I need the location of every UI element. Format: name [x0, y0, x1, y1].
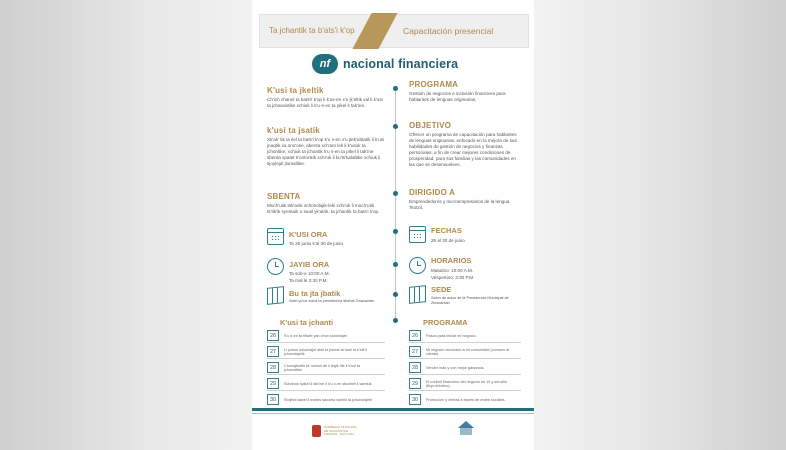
timeline-dot: [393, 292, 398, 297]
agenda-divider: [409, 390, 521, 391]
timeline-dot: [393, 262, 398, 267]
nafin-logo-mark: nf: [312, 54, 338, 74]
sede-text: Salón de actos de la Presidencia Municipal de Zinacantán: [431, 296, 509, 305]
bu-ta-jta-title: Bu ta jta jbatik: [289, 289, 341, 298]
sede-title: SEDE: [431, 285, 452, 294]
timeline-divider: [395, 86, 396, 318]
timeline-dot: [393, 229, 398, 234]
section-title: SBENTA: [267, 192, 301, 201]
agenda-day: 28: [409, 362, 421, 373]
agenda-day: 26: [267, 330, 279, 341]
section-title: PROGRAMA: [409, 80, 459, 89]
agenda-divider: [267, 342, 385, 343]
footer-bar: [252, 408, 534, 411]
agenda-divider: [267, 374, 385, 375]
municipal-seal-icon: [312, 425, 321, 437]
section-text: Emprendedores y microempresarios de la lengua Tsotzil.: [409, 199, 510, 210]
partner-logo-roof: [458, 421, 474, 428]
header-spanish-label: Capacitación presencial: [403, 26, 494, 36]
fechas-title: FECHAS: [431, 226, 462, 235]
horarios-title: HORARIOS: [431, 256, 472, 265]
timeline-dot: [393, 86, 398, 91]
right-agenda-title: PROGRAMA: [423, 318, 468, 327]
partner-logo-base: [460, 428, 472, 435]
agenda-text: Vender más y con mejor ganancia.: [426, 365, 485, 370]
agenda-text: El control financiero del negocio en 10 y sencillo (flujo efectivo).: [426, 379, 508, 388]
agenda-text: Promoción y ventas a través de redes sociales.: [426, 397, 506, 402]
blurred-backdrop-right: [534, 0, 786, 450]
section-programa: [409, 80, 521, 103]
timeline-dot: [393, 191, 398, 196]
jayib-ora-line2: Ta mal le 3:30 P.M.: [289, 278, 328, 283]
left-agenda-item: [267, 345, 379, 358]
right-agenda-item: [409, 329, 477, 342]
clock-icon: [267, 258, 284, 275]
horarios-line2: Vespertino: 3:30 P.M.: [431, 275, 475, 280]
agenda-divider: [409, 374, 521, 375]
clock-icon: [409, 257, 426, 274]
agenda-day: 29: [267, 378, 279, 389]
right-agenda-item: [409, 345, 516, 358]
section-kusi-ta-jkeltik: [267, 86, 385, 109]
agenda-divider: [409, 358, 521, 359]
agenda-day: 30: [267, 394, 279, 405]
agenda-day: 26: [409, 330, 421, 341]
calendar-icon: [267, 228, 284, 245]
agenda-text: K'u x-en ta tiliwel yan chon kolomiajel: [284, 333, 347, 338]
partner-logo-icon: [457, 420, 475, 438]
agenda-day: 30: [409, 394, 421, 405]
right-agenda-item: [409, 393, 521, 406]
agenda-text: Chonajbuttik ta' schiuk de li leqik tile li k'usi ta jchonoltike: [284, 363, 361, 372]
agenda-divider: [267, 390, 385, 391]
section-text: Gestión de negocios e inclusión financiera para hablantes de lenguas originarias.: [409, 91, 506, 102]
left-agenda-item: [267, 329, 347, 342]
map-icon: [409, 285, 426, 304]
calendar-icon: [409, 226, 426, 243]
left-agenda-title: K'usi ta jchanti: [280, 318, 334, 327]
agenda-divider: [267, 358, 385, 359]
right-agenda-item: [409, 361, 484, 374]
section-title: OBJETIVO: [409, 121, 452, 130]
jayib-ora-line1: Ta sob-e 10:00 A.M.: [289, 271, 330, 276]
left-agenda-item: [267, 393, 384, 406]
section-text: Ofrecer un programa de capacitación para hablantes de lenguas originarias, enfocado en la mejora de sus habilidades de gestión de negocios y finanzas personales, a fin de crear mejores condiciones de prosperidad, para sus familias y las comunidades en las que se desenvuelven.: [409, 132, 517, 167]
section-text: Xk'ak' tik ta ilel ta bats'i k'op k'u s-en x'u jtek'ubtatik li k'usi jnaqtik xa ono'ose, abenta xch'am lek li k'usuk ta jchontike, xchiuk ta jchantik k'u s-en ta pikel li tak'ine sbenta xpatet k'ontonkik xchi'uk li ku'ts'kalaltike xchiuk li sjoylejal jlumaltike.: [267, 137, 385, 166]
municipal-seal-text: GOBIERNO MUNICIPAL DE ZINACANTÁN CHIAPAS · 2021-2024: [324, 425, 358, 437]
agenda-day: 27: [267, 346, 279, 357]
fechas-text: 26 al 30 de junio: [431, 238, 465, 243]
left-agenda-item: [267, 361, 379, 374]
agenda-day: 28: [267, 362, 279, 373]
agenda-text: Schanok spikel li tak'ine li k'u x-en sbunbel li samtuk: [284, 381, 372, 386]
blurred-backdrop-left: [0, 0, 252, 450]
nafin-logo: [312, 53, 458, 75]
bu-ta-jta-text: Salel yo'ue xolos ta presidencia abahal Zinacantan: [289, 299, 375, 303]
section-title: k'usi ta jsatik: [267, 126, 320, 135]
agenda-text: Pasos para iniciar mi negocio.: [426, 333, 477, 338]
section-title: K'usi ta jkeltik: [267, 86, 324, 95]
section-kusi-ta-jsatik: [267, 126, 385, 167]
event-poster: [252, 0, 534, 450]
header-tsotzil-label: Ta jchantik ta b'ats'i k'op: [269, 26, 355, 35]
left-agenda-item: [267, 377, 379, 390]
section-sbenta: [267, 192, 385, 215]
section-dirigido: [409, 188, 521, 211]
agenda-day: 29: [409, 378, 421, 389]
section-title: DIRIGIDO A: [409, 188, 456, 197]
section-text: Much'utik tsk'anik xchonolajik-leki xchi'uk li much'utik ts'tik'ik syentaik o snail yk'atrik, ta jchantik ta bats'i k'op.: [267, 203, 380, 214]
timeline-dot: [393, 124, 398, 129]
agenda-day: 27: [409, 346, 421, 357]
nafin-logo-text: nacional financiera: [343, 57, 459, 71]
jayib-ora-title: JAYIB ORA: [289, 260, 330, 269]
agenda-text: Mi negocio vinculado a mi comunidad (conocer al cliente).: [426, 347, 510, 356]
section-text: Ch'ich chanel ta bats'il k'op li k'us-en x'u jk'eltik val li k'usi ta jchanantike xchiuk li k'u-s-en ta pikel li tak'ine.: [267, 97, 383, 108]
header-slash-decoration: [352, 13, 397, 49]
kusi-ora-title: K'USI ORA: [289, 230, 328, 239]
timeline-dot: [393, 318, 398, 323]
section-objetivo: [409, 121, 521, 168]
horarios-line1: Matutino: 10:00 A.M.: [431, 268, 474, 273]
map-icon: [267, 286, 284, 305]
agenda-text: Li yolom kolomiajel stuk ta jlumal xk'usel ta k'elil li jchonolajelik: [284, 347, 368, 356]
agenda-divider: [409, 342, 521, 343]
agenda-text: Stojelal sabel li sveles sacoela ssimik ta jchonolajele: [284, 397, 373, 402]
poster-header: [259, 14, 529, 48]
kusi-ora-text: Ta 26 junio k'al 30 de junio: [289, 241, 343, 246]
footer-bar-thin: [252, 413, 534, 414]
right-agenda-item: [409, 377, 516, 390]
